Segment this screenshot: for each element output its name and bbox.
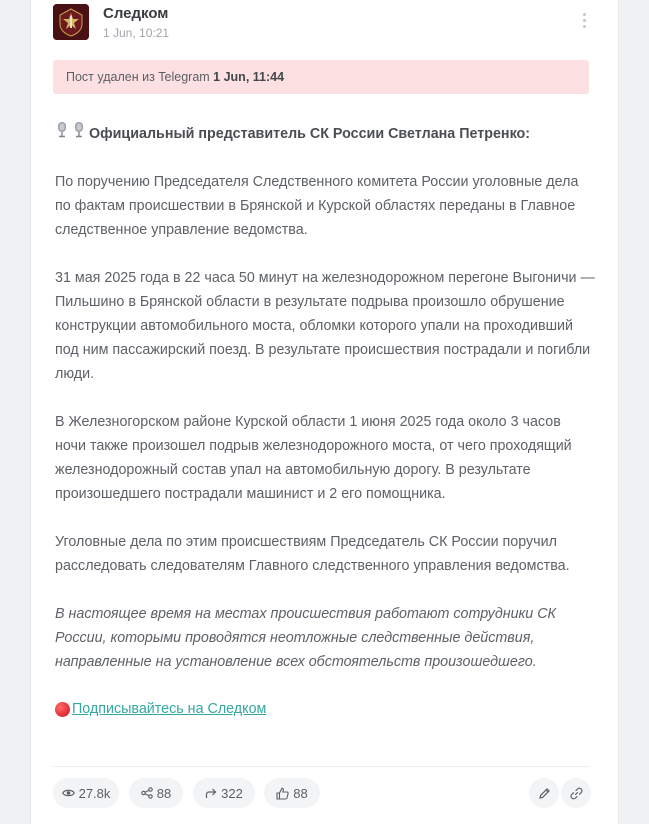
post-time: 1 Jun, 10:21 <box>103 26 170 40</box>
shares-count: 88 <box>156 785 172 801</box>
post-footer <box>53 778 589 810</box>
paragraph-1: По поручению Председателя Следственного комитета России уголовные дела по фактам происшествии в Брянской и Курской областях переданы в Главное следственное управление ведомства. <box>55 174 579 238</box>
subscribe-line <box>55 697 595 721</box>
edit-button[interactable] <box>529 778 559 808</box>
likes-button[interactable] <box>264 778 320 808</box>
deleted-notice-text: Пост удален из Telegram <box>66 70 210 84</box>
subscribe-link[interactable]: Подписывайтесь на Следком <box>72 701 267 717</box>
post-heading-text: Официальный представитель СК России Светлана Петренко: <box>89 125 531 142</box>
post-card <box>30 0 619 824</box>
deleted-notice-banner <box>53 60 589 94</box>
emblem-icon <box>53 4 89 40</box>
thumbs-up-icon <box>276 787 289 800</box>
post-body <box>55 121 595 721</box>
vertical-dots-icon <box>583 13 586 16</box>
more-options-button[interactable] <box>578 10 590 36</box>
pencil-icon <box>538 787 551 800</box>
views-counter <box>53 778 119 808</box>
forwards-count: 322 <box>221 785 243 801</box>
post-header <box>53 4 596 44</box>
channel-name[interactable]: Следком <box>103 5 169 22</box>
share-icon <box>141 787 153 799</box>
post-heading <box>55 121 595 146</box>
views-count: 27.8k <box>78 785 111 801</box>
forwards-button[interactable] <box>193 778 255 808</box>
microphone-icon <box>72 121 86 146</box>
paragraph-4: Уголовные дела по этим происшествиям Председатель СК России поручил расследовать следователям Главного следственного управления ведомства. <box>55 534 570 574</box>
eye-icon <box>62 788 75 798</box>
likes-count: 88 <box>293 785 308 801</box>
link-icon <box>570 787 583 800</box>
shares-button[interactable] <box>129 778 183 808</box>
forward-arrow-icon <box>205 788 217 799</box>
microphone-icon <box>55 121 69 146</box>
red-circle-icon <box>55 702 70 717</box>
paragraph-2: 31 мая 2025 года в 22 часа 50 минут на железнодорожном перегоне Выгоничи — Пильшино в Брянской области в результате подрыва произошло обрушение конструкции автомобильного моста, обломки которого упали на проходивший под ним пассажирский поезд. В результате происшествия пострадали и погибли люди. <box>55 270 595 382</box>
copy-link-button[interactable] <box>561 778 591 808</box>
channel-avatar[interactable] <box>53 4 89 40</box>
paragraph-3: В Железногорском районе Курской области 1 июня 2025 года около 3 часов ночи также произошел подрыв железнодорожного моста, от чего проходящий железнодорожный состав упал на автомобильную дорогу. В результате произошедшего пострадали машинист и 2 его помощника. <box>55 414 572 502</box>
paragraph-italic: В настоящее время на местах происшествия работают сотрудники СК России, которыми проводятся неотложные следственные действия, направленные на установление всех обстоятельств произошедшего. <box>55 606 556 670</box>
footer-divider <box>53 766 589 767</box>
deleted-notice-time: 1 Jun, 11:44 <box>213 70 285 84</box>
